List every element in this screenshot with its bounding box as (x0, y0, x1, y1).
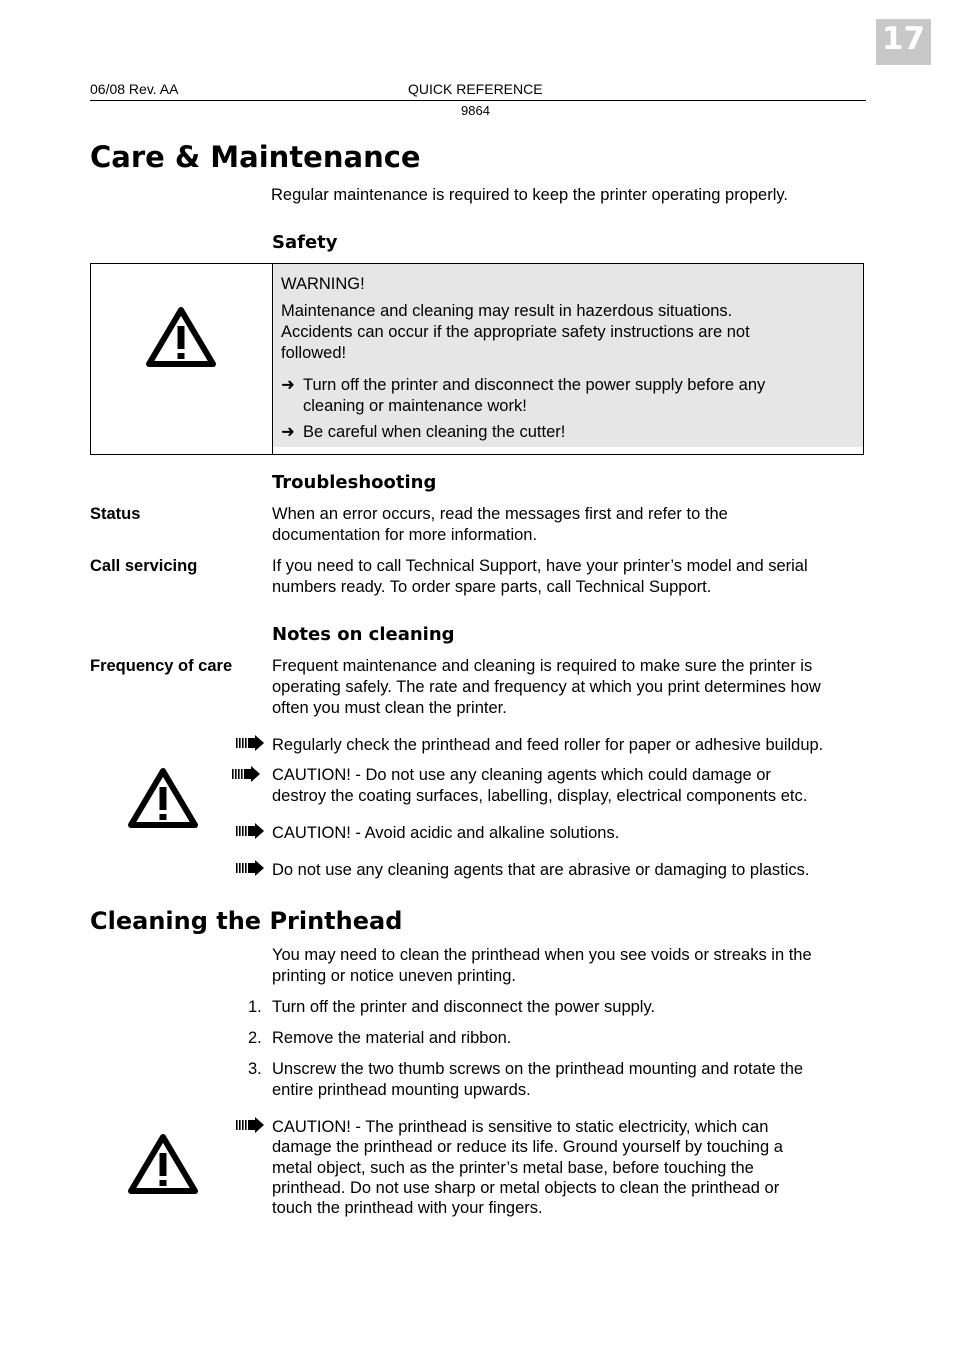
warning-bullet-1-line-2: cleaning or maintenance work! (303, 397, 527, 415)
note-arrow-icon (236, 1117, 266, 1133)
warning-text-line-2: Accidents can occur if the appropriate safety instructions are not (281, 323, 750, 341)
cleaning-notes-heading: Notes on cleaning (272, 624, 455, 645)
step-text: Turn off the printer and disconnect the power supply. (272, 998, 656, 1016)
warning-text-line-3: followed! (281, 344, 347, 362)
printhead-section-title: Cleaning the Printhead (90, 907, 403, 935)
intro-text: Regular maintenance is required to keep the printer operating properly. (271, 186, 788, 204)
printhead-caution-line-4: printhead. Do not use sharp or metal objects to clean the printhead or (272, 1179, 780, 1197)
printhead-caution-line-2: damage the printhead or reduce its life. Ground yourself by touching a (272, 1138, 783, 1156)
call-servicing-line-1: If you need to call Technical Support, have your printer’s model and serial (272, 557, 808, 575)
warning-bullet-1 (281, 375, 856, 396)
cleaning-note-2-line-2: destroy the coating surfaces, labelling, display, electrical components etc. (272, 787, 808, 805)
step-number: 3. (248, 1060, 262, 1078)
cleaning-note-4: Do not use any cleaning agents that are abrasive or damaging to plastics. (272, 861, 810, 879)
warning-icon-cell (91, 264, 273, 454)
status-text-line-1: When an error occurs, read the messages first and refer to the (272, 505, 728, 523)
warning-bullet-2 (281, 422, 856, 443)
warning-bullet-2-text: Be careful when cleaning the cutter! (303, 423, 566, 441)
frequency-line-2: operating safely. The rate and frequency at which you print determines how (272, 678, 821, 696)
header-rule (90, 100, 866, 101)
status-label: Status (90, 505, 141, 523)
header-revision: 06/08 Rev. AA (90, 81, 179, 97)
arrow-right-icon: ➜ (281, 376, 295, 394)
step-text: entire printhead mounting upwards. (272, 1081, 531, 1099)
frequency-label: Frequency of care (90, 657, 233, 675)
call-servicing-line-2: numbers ready. To order spare parts, call Technical Support. (272, 578, 712, 596)
warning-text-cell (273, 264, 863, 447)
page-title: Care & Maintenance (90, 140, 421, 174)
note-arrow-icon (232, 766, 262, 782)
header-title: QUICK REFERENCE (408, 81, 543, 97)
frequency-line-3: often you must clean the printer. (272, 699, 507, 717)
printhead-intro-line-2: printing or notice uneven printing. (272, 967, 516, 985)
step-number: 2. (248, 1029, 262, 1047)
warning-label: WARNING! (281, 275, 365, 293)
call-servicing-label: Call servicing (90, 557, 198, 575)
arrow-right-icon: ➜ (281, 423, 295, 441)
cleaning-note-2-line-1: CAUTION! - Do not use any cleaning agents which could damage or (272, 766, 771, 784)
warning-triangle-icon (145, 306, 217, 368)
step-text: Unscrew the two thumb screws on the printhead mounting and rotate the (272, 1060, 804, 1078)
step-text: Remove the material and ribbon. (272, 1029, 512, 1047)
warning-bullet-1-line-1: Turn off the printer and disconnect the power supply before any (303, 376, 766, 394)
status-text-line-2: documentation for more information. (272, 526, 538, 544)
frequency-line-1: Frequent maintenance and cleaning is required to make sure the printer is (272, 657, 813, 675)
troubleshooting-heading: Troubleshooting (272, 472, 437, 493)
warning-triangle-icon (127, 1133, 199, 1195)
printhead-caution-line-3: metal object, such as the printer’s metal base, before touching the (272, 1159, 754, 1177)
note-arrow-icon (236, 823, 266, 839)
cleaning-note-1: Regularly check the printhead and feed roller for paper or adhesive buildup. (272, 736, 824, 754)
page-number: 17 (876, 19, 931, 65)
step-number: 1. (248, 998, 262, 1016)
note-arrow-icon (236, 735, 266, 751)
warning-box (90, 263, 864, 455)
warning-triangle-icon (127, 767, 199, 829)
safety-heading: Safety (272, 232, 338, 253)
note-arrow-icon (236, 860, 266, 876)
cleaning-note-3: CAUTION! - Avoid acidic and alkaline solutions. (272, 824, 620, 842)
header-doc-number: 9864 (461, 103, 490, 118)
printhead-caution-line-1: CAUTION! - The printhead is sensitive to static electricity, which can (272, 1118, 769, 1136)
printhead-intro-line-1: You may need to clean the printhead when you see voids or streaks in the (272, 946, 812, 964)
warning-text-line-1: Maintenance and cleaning may result in hazerdous situations. (281, 302, 733, 320)
printhead-caution-line-5: touch the printhead with your fingers. (272, 1199, 543, 1217)
